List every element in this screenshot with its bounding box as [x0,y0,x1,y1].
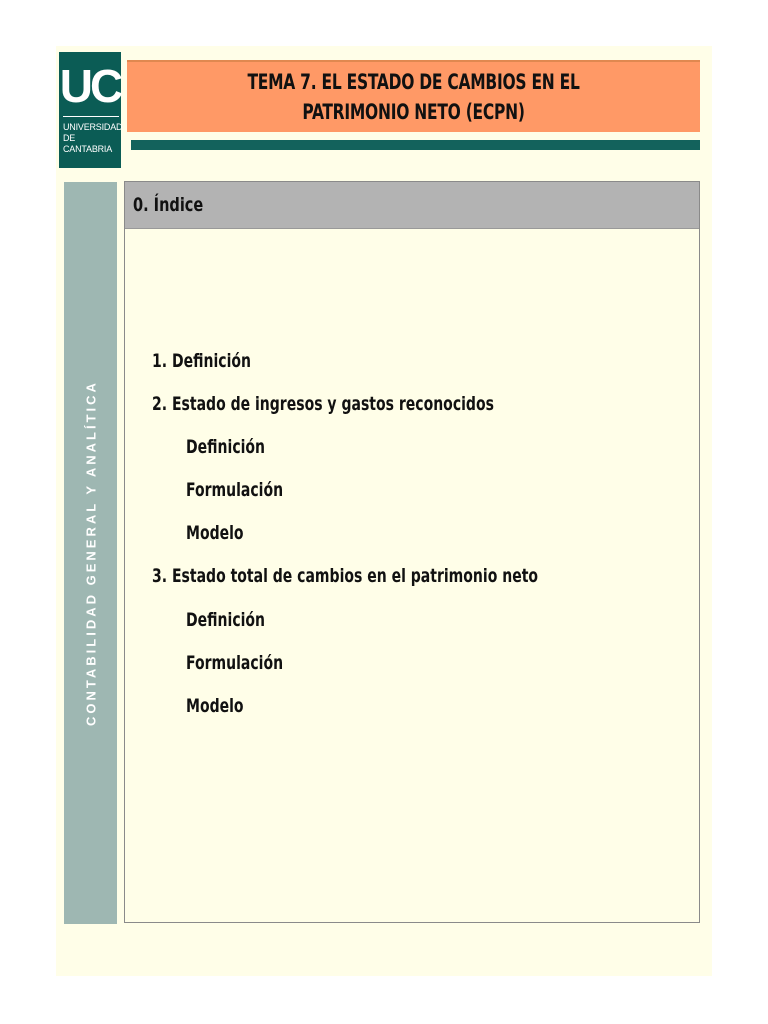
title-line1: TEMA 7. EL ESTADO DE CAMBIOS EN EL [247,70,580,94]
content-panel [124,181,700,923]
toc-item-2: 2. Estado de ingresos y gastos reconocidos [152,393,494,415]
logo-text-line1: UNIVERSIDAD [63,122,123,132]
title-line2: PATRIMONIO NETO (ECPN) [302,100,525,124]
logo-text [63,122,123,155]
title-banner [127,60,700,132]
sidebar-band [64,182,117,924]
section-title: 0. Índice [133,194,204,216]
logo-mark: UC [59,60,121,112]
toc-subitem-3-modelo: Modelo [186,695,244,717]
toc-item-1: 1. Definición [152,350,252,372]
sidebar-vertical-text: CONTABILIDAD GENERAL Y ANALÍTICA [83,380,98,726]
logo-text-line2: DE CANTABRIA [63,133,113,154]
toc-subitem-2-definicion: Definición [186,436,266,458]
title-underline-bar [131,140,700,150]
toc-subitem-3-definicion: Definición [186,609,266,631]
page-title [247,67,579,127]
toc-subitem-3-formulacion: Formulación [186,652,284,674]
logo-divider [63,116,119,117]
toc-item-3: 3. Estado total de cambios en el patrimonio neto [152,565,539,587]
section-header [125,182,699,229]
toc-subitem-2-formulacion: Formulación [186,479,284,501]
university-logo [59,52,121,168]
toc-subitem-2-modelo: Modelo [186,522,244,544]
